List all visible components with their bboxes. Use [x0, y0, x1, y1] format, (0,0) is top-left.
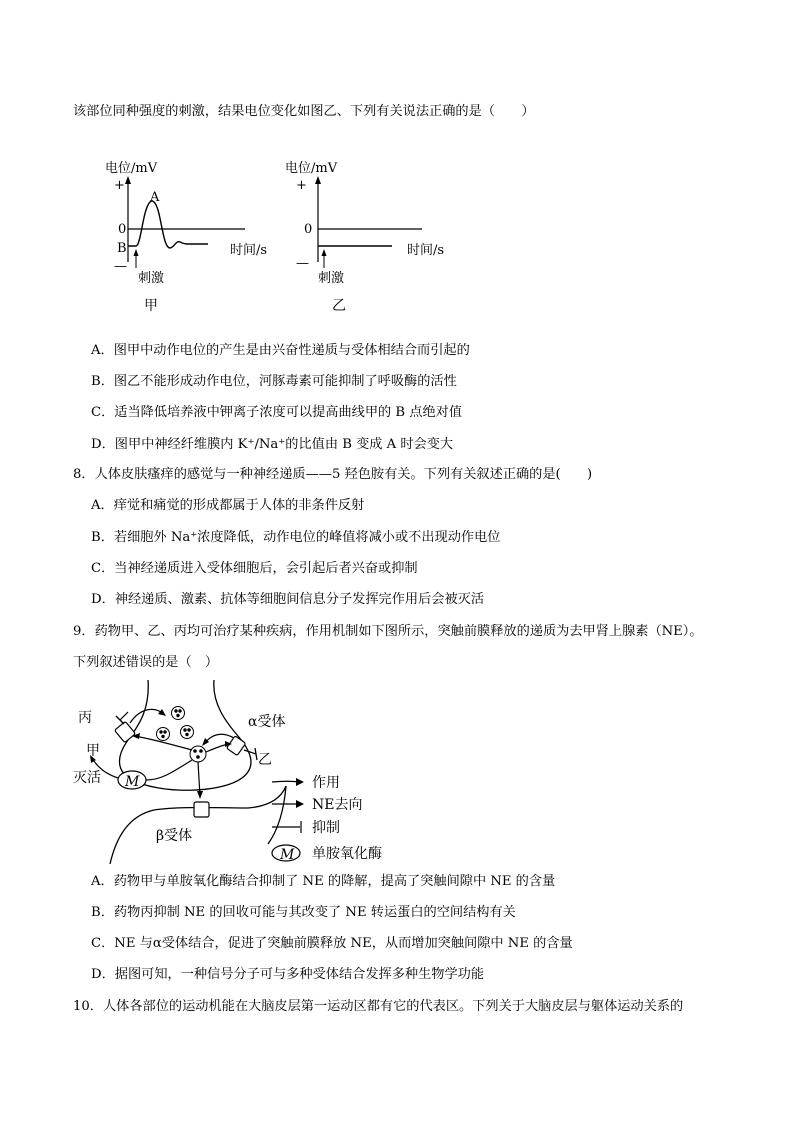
- label-bing: 丙: [78, 710, 92, 726]
- legend-mao: 单胺氧化酶: [312, 846, 382, 862]
- q9-option-c: C．NE 与α受体结合，促进了突触前膜释放 NE，从而增加突触间隙中 NE 的含量: [91, 936, 573, 951]
- question-8-stem: 8．人体皮肤瘙痒的感觉与一种神经递质——5 羟色胺有关。下列有关叙述正确的是( ): [73, 467, 593, 482]
- label-jia: 甲: [86, 743, 100, 759]
- vesicle-1: [172, 707, 185, 720]
- vesicle-3: [181, 726, 194, 739]
- legend-effect: 作用: [312, 775, 340, 791]
- q7-option-d: D．图甲中神经纤维膜内 K⁺/Na⁺的比值由 B 变成 A 时会变大: [91, 437, 454, 452]
- q9-option-d: D．据图可知，一种信号分子可与多种受体结合发挥多种生物学功能: [91, 967, 485, 982]
- q9-option-b: B．药物丙抑制 NE 的回收可能与其改变了 NE 转运蛋白的空间结构有关: [91, 905, 516, 920]
- jia-minus: —: [114, 259, 127, 274]
- legend-ne-direction: NE去向: [312, 797, 363, 813]
- label-yi: 乙: [258, 752, 272, 768]
- yi-y-arrowhead: [315, 176, 321, 184]
- q8-option-d: D．神经递质、激素、抗体等细胞间信息分子发挥完作用后会被灭活: [91, 592, 485, 607]
- jia-zero: 0: [118, 222, 127, 237]
- q8-option-c: C．当神经递质进入受体细胞后，会引起后者兴奋或抑制: [91, 561, 418, 576]
- legend-effect-line: [272, 781, 300, 782]
- jia-point-b: B: [117, 241, 127, 256]
- question-9-stem-line2: 下列叙述错误的是（ ）: [73, 655, 219, 670]
- jia-caption: 甲: [144, 298, 158, 314]
- jia-xlabel: 时间/s: [230, 243, 268, 258]
- figure-yi: [282, 152, 472, 322]
- alpha-receptor: [226, 736, 245, 756]
- q8-option-b: B．若细胞外 Na⁺浓度降低，动作电位的峰值将减小或不出现动作电位: [91, 530, 501, 545]
- beta-receptor: [194, 802, 209, 817]
- vesicle-2: [157, 728, 170, 741]
- yi-plus: +: [296, 178, 307, 193]
- question-7-stem: 该部位同种强度的刺激，结果电位变化如图乙、下列有关说法正确的是（ ）: [73, 104, 535, 119]
- jia-ylabel: 电位/mV: [105, 161, 158, 176]
- yi-caption: 乙: [332, 298, 346, 314]
- postsynaptic-membrane: [110, 786, 286, 864]
- synapse-diagram: [70, 678, 410, 868]
- jia-potential-curve: [128, 201, 208, 248]
- inhibit-bing: [120, 712, 128, 720]
- jia-y-arrowhead: [125, 176, 131, 184]
- jia-plus: +: [114, 178, 125, 193]
- question-9-stem-line1: 9．药物甲、乙、丙均可治疗某种疾病，作用机制如下图所示，突触前膜释放的递质为去甲肾上腺素（NE）。: [73, 624, 703, 639]
- yi-ylabel: 电位/mV: [285, 161, 338, 176]
- q8-option-a: A．痒觉和痛觉的形成都属于人体的非条件反射: [91, 498, 365, 513]
- label-beta-receptor: β受体: [156, 828, 193, 844]
- q7-option-b: B．图乙不能形成动作电位，河豚毒素可能抑制了呼吸酶的活性: [91, 374, 457, 389]
- label-miehuo: 灭活: [73, 770, 101, 786]
- q9-option-a: A．药物甲与单胺氧化酶结合抑制了 NE 的降解，提高了突触间隙中 NE 的含量: [91, 874, 556, 889]
- released-ne: [190, 746, 206, 762]
- q7-option-a: A．图甲中动作电位的产生是由兴奋性递质与受体相结合而引起的: [91, 343, 470, 358]
- legend-inhibit: 抑制: [312, 820, 340, 836]
- figure-jia: [100, 152, 290, 322]
- inhibit-yi: [244, 750, 256, 754]
- jia-stimulus: 刺激: [138, 271, 165, 286]
- arrow-alpha-feedback: [204, 734, 234, 744]
- arrow-transporter-to-vesicle: [130, 709, 164, 723]
- q7-option-c: C．适当降低培养液中钾离子浓度可以提高曲线甲的 B 点绝对值: [91, 405, 463, 420]
- question-10-stem: 10．人体各部位的运动机能在大脑皮层第一运动区都有它的代表区。下列关于大脑皮层与躯体运动关系的: [73, 999, 684, 1014]
- yi-zero: 0: [304, 222, 313, 237]
- arrow-ne-to-beta: [198, 762, 200, 796]
- jia-point-a: A: [150, 190, 160, 205]
- ne-transporter: [114, 721, 135, 742]
- yi-minus: —: [296, 256, 309, 271]
- yi-stimulus: 刺激: [318, 271, 345, 286]
- mao-letter: M: [125, 774, 140, 790]
- label-alpha-receptor: α受体: [248, 714, 286, 730]
- svg-text:M: M: [280, 847, 295, 863]
- arrow-ne-to-mao: [146, 760, 192, 780]
- yi-xlabel: 时间/s: [407, 243, 445, 258]
